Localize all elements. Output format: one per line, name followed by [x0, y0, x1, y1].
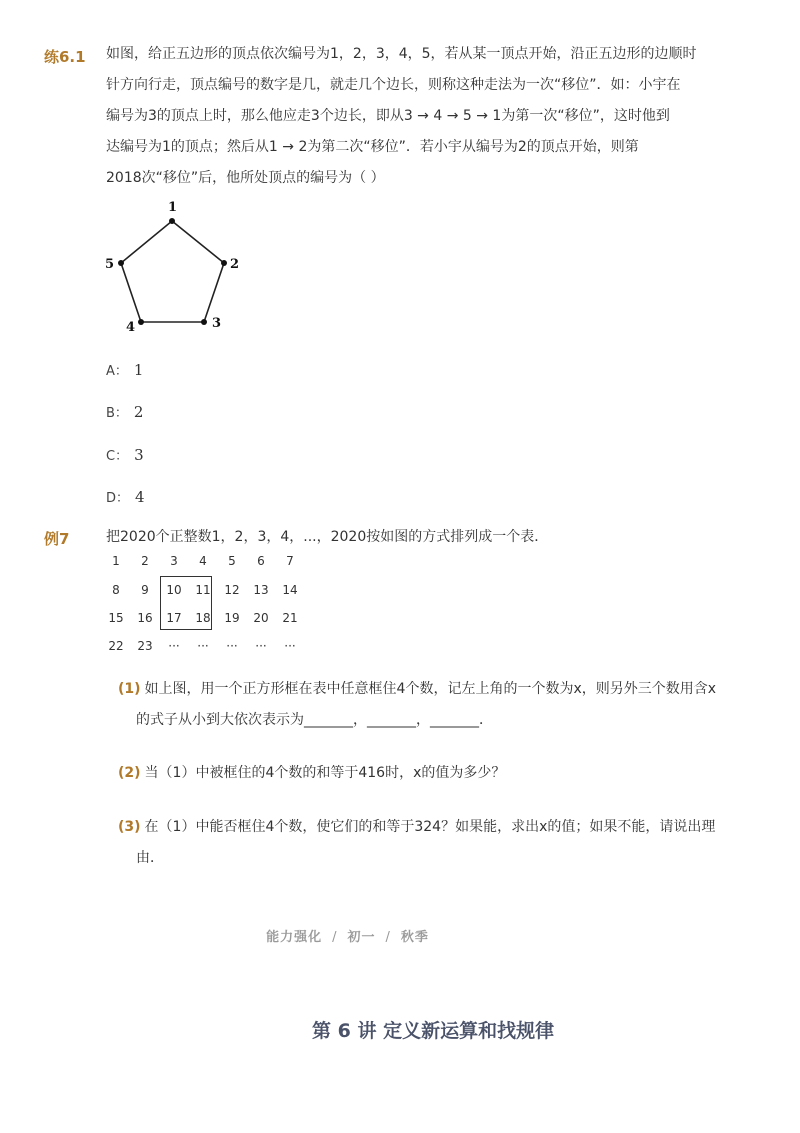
question-3-number: (3)	[118, 819, 141, 835]
table-cell: ···	[197, 639, 209, 653]
table-cell: ···	[255, 639, 267, 653]
footer-separator: /	[332, 930, 338, 945]
question-2	[118, 758, 728, 789]
choice-d-letter: D：	[106, 491, 130, 506]
choice-a[interactable]	[106, 360, 143, 379]
question-3	[118, 812, 728, 874]
practice-label: 练6.1	[44, 48, 86, 66]
choice-c[interactable]	[106, 445, 144, 464]
footer-course: 能力强化	[266, 930, 323, 945]
page-footer	[0, 926, 695, 945]
choice-c-letter: C：	[106, 449, 129, 464]
table-cell: ···	[226, 639, 238, 653]
choice-d-value: 4	[135, 488, 145, 506]
pentagon-figure	[100, 195, 250, 335]
selection-frame	[160, 576, 212, 630]
vertex-dot-4	[138, 319, 144, 325]
table-cell: ···	[168, 639, 180, 653]
table-cell: 14	[282, 583, 298, 597]
chapter-title: 第 6 讲 定义新运算和找规律	[312, 1020, 555, 1042]
choice-b[interactable]	[106, 402, 143, 421]
vertex-label-2: 2	[230, 257, 240, 272]
footer-grade: 初一	[347, 930, 376, 945]
vertex-dot-2	[221, 260, 227, 266]
vertex-label-1: 1	[168, 200, 178, 215]
question-3-line-2: 由．	[136, 850, 164, 866]
practice-line-4: 达编号为1的顶点；然后从1 → 2为第二次“移位”．若小宇从编号为2的顶点开始，则第	[106, 139, 639, 155]
table-cell: 3	[170, 554, 178, 568]
table-cell: 18	[195, 611, 211, 625]
table-cell: 1	[112, 554, 120, 568]
table-cell: 23	[137, 639, 153, 653]
number-table	[106, 548, 326, 658]
table-cell: 5	[228, 554, 236, 568]
choice-c-value: 3	[134, 446, 144, 464]
vertex-dot-3	[201, 319, 207, 325]
question-3-line-1: 在（1）中能否框住4个数，使它们的和等于324？如果能，求出x的值；如果不能，请说出理	[144, 819, 716, 835]
table-cell: 13	[253, 583, 269, 597]
table-cell: 20	[253, 611, 269, 625]
table-cell: 2	[141, 554, 149, 568]
question-1	[118, 674, 728, 736]
table-cell: 11	[195, 583, 211, 597]
choice-a-value: 1	[133, 361, 144, 379]
table-cell: 10	[166, 583, 182, 597]
table-cell: ···	[284, 639, 296, 653]
choice-d[interactable]	[106, 487, 145, 506]
practice-line-5: 2018次“移位”后，他所处顶点的编号为（ ）	[106, 170, 385, 186]
vertex-dot-5	[118, 260, 124, 266]
question-2-line-1: 当（1）中被框住的4个数的和等于416时，x的值为多少？	[144, 765, 506, 781]
pentagon-shape	[121, 221, 224, 322]
vertex-label-4: 4	[126, 320, 136, 335]
table-cell: 22	[108, 639, 124, 653]
example-label: 例7	[44, 530, 70, 548]
practice-line-2: 针方向行走，顶点编号的数字是几，就走几个边长，则称这种走法为一次“移位”．如：小宇在	[106, 77, 681, 93]
choice-b-value: 2	[133, 403, 144, 421]
table-cell: 8	[112, 583, 120, 597]
table-cell: 6	[257, 554, 265, 568]
vertex-label-5: 5	[105, 257, 115, 272]
choice-a-letter: A：	[106, 364, 128, 379]
table-cell: 19	[224, 611, 240, 625]
table-cell: 15	[108, 611, 124, 625]
question-2-number: (2)	[118, 765, 141, 781]
table-cell: 7	[286, 554, 294, 568]
example-intro: 把2020个正整数1，2，3，4，...，2020按如图的方式排列成一个表．	[106, 529, 549, 545]
choice-b-letter: B：	[106, 406, 128, 421]
question-1-line-2: 的式子从小到大依次表示为_______，_______，_______．	[136, 712, 493, 728]
table-cell: 17	[166, 611, 182, 625]
table-cell: 16	[137, 611, 153, 625]
table-cell: 12	[224, 583, 240, 597]
question-1-number: (1)	[118, 681, 141, 697]
practice-question	[106, 39, 726, 194]
vertex-label-3: 3	[212, 316, 222, 331]
practice-line-3: 编号为3的顶点上时，那么他应走3个边长，即从3 → 4 → 5 → 1为第一次“移位”，这时他到	[106, 108, 670, 124]
footer-term: 秋季	[400, 930, 429, 945]
vertex-dot-1	[169, 218, 175, 224]
practice-line-1: 如图，给正五边形的顶点依次编号为1，2，3，4，5，若从某一顶点开始，沿正五边形的边顺时	[106, 46, 697, 62]
table-cell: 9	[141, 583, 149, 597]
question-1-line-1: 如上图，用一个正方形框在表中任意框住4个数，记左上角的一个数为x，则另外三个数用含x	[144, 681, 717, 697]
table-cell: 4	[199, 554, 207, 568]
table-cell: 21	[282, 611, 298, 625]
footer-separator: /	[385, 930, 391, 945]
